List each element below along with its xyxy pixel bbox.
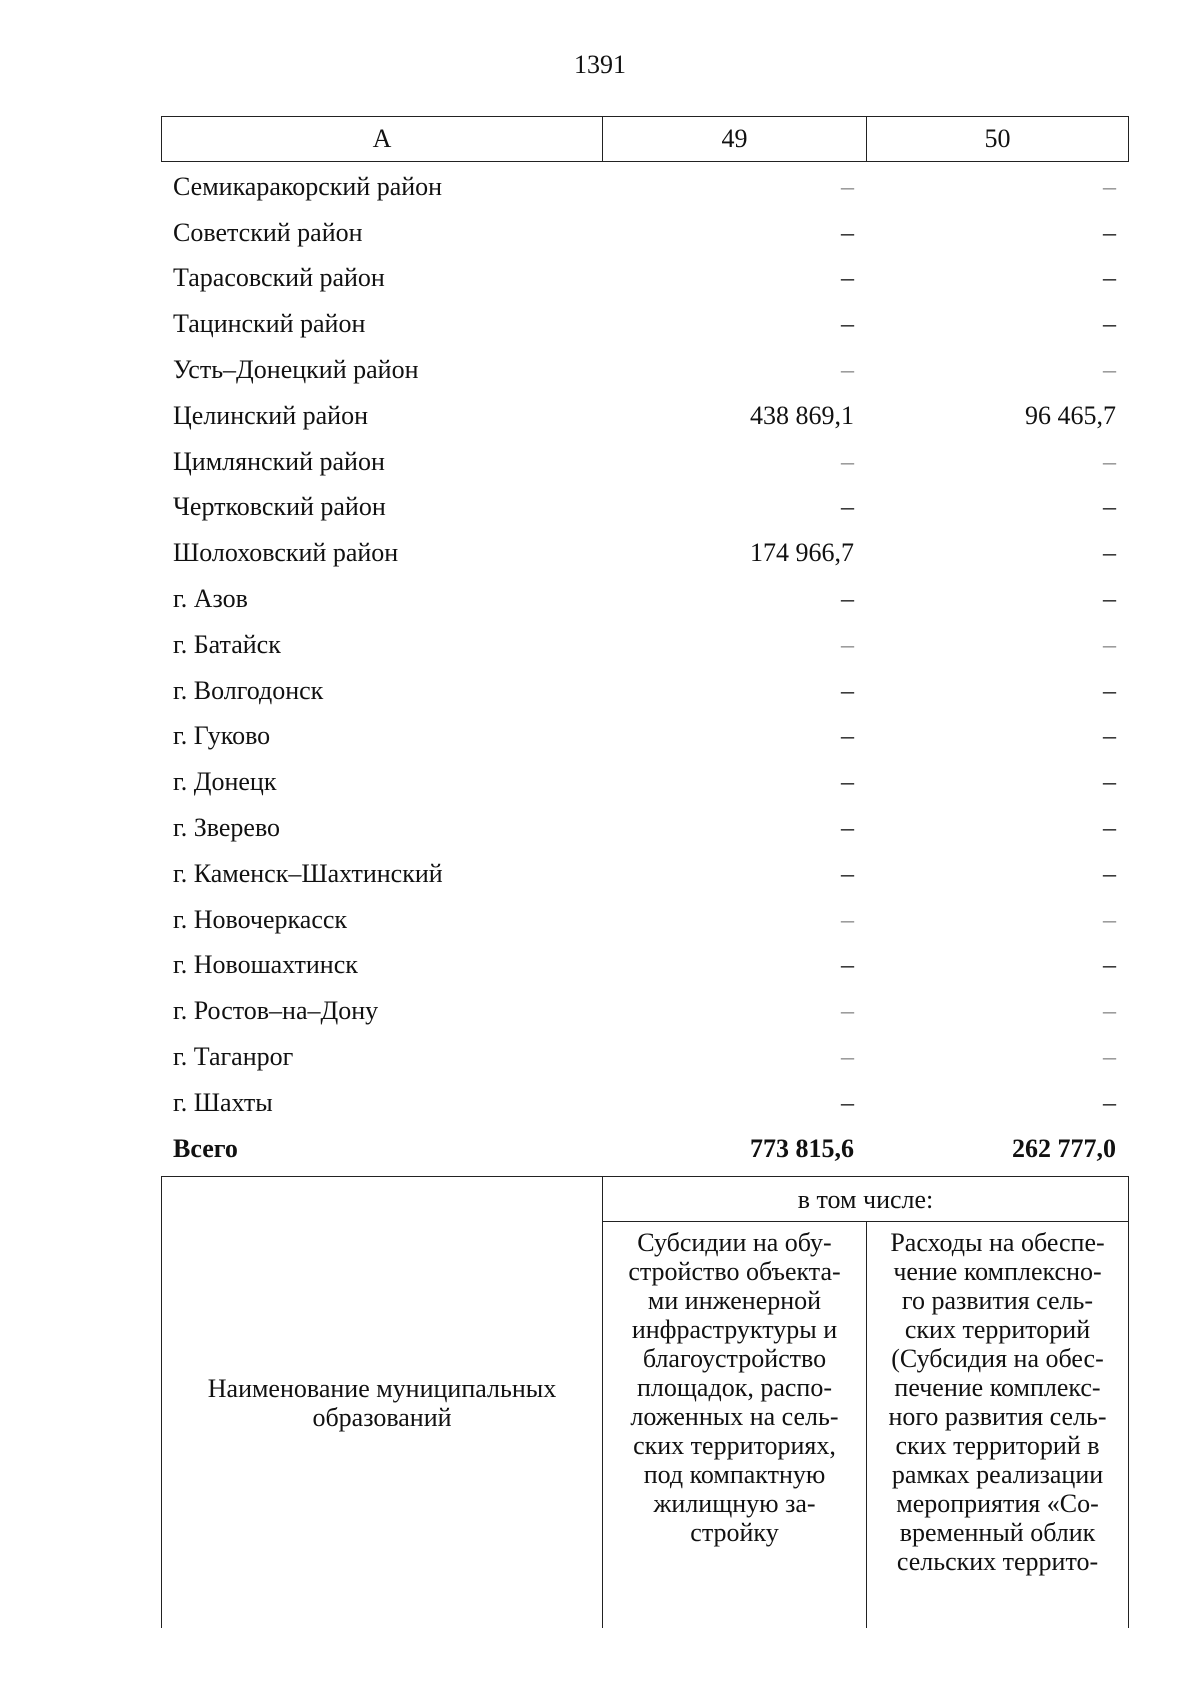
table-row [161, 1080, 1128, 1126]
value-col-49: 174 966,7 [750, 538, 854, 568]
table-row [161, 439, 1128, 485]
value-col-50: – [1103, 584, 1116, 614]
subheader-name-cell [162, 1177, 603, 1629]
table-row [161, 301, 1128, 347]
value-col-49: 438 869,1 [750, 400, 854, 430]
data-rows [161, 164, 1128, 1172]
municipality-name: г. Новошахтинск [173, 950, 358, 980]
table-row [161, 164, 1128, 210]
subheader-col-49-desc [603, 1222, 867, 1629]
value-col-50: – [1103, 1042, 1116, 1072]
table-row [161, 897, 1128, 943]
value-col-50: – [1103, 1087, 1116, 1117]
municipality-name: Чертковский район [173, 492, 386, 522]
municipality-name: Усть–Донецкий район [173, 355, 419, 385]
table-row [161, 943, 1128, 989]
value-col-50: 96 465,7 [1025, 400, 1116, 430]
subheader-row-top [162, 1177, 1129, 1222]
column-header-a: А [162, 117, 603, 162]
municipality-name: г. Азов [173, 584, 248, 614]
value-col-50: – [1103, 675, 1116, 705]
municipality-name: г. Зверево [173, 813, 281, 843]
value-col-50: – [1103, 813, 1116, 843]
value-col-50: – [1103, 355, 1116, 385]
value-col-49: – [841, 813, 854, 843]
value-col-50: – [1103, 263, 1116, 293]
page-number: 1391 [574, 50, 626, 79]
value-col-50: – [1103, 904, 1116, 934]
municipality-name: Целинский район [173, 400, 368, 430]
value-col-49: – [841, 217, 854, 247]
value-col-49: – [841, 858, 854, 888]
column-header-49: 49 [603, 117, 867, 162]
subheader-col-50-desc-text: Расходы на обеспе- чение комплексно- го развития сель- ских территорий (Субсидия на обес- печение комплекс- ного развития сель- ских территорий в рамках реализации мероприятия «Со- временный облик сельских террито- [888, 1228, 1107, 1576]
table-row [161, 210, 1128, 256]
column-header-50: 50 [867, 117, 1129, 162]
table-row [161, 668, 1128, 714]
subheader-including-label: в том числе: [603, 1177, 1129, 1222]
municipality-name: г. Батайск [173, 629, 281, 659]
table-row [161, 851, 1128, 897]
subheader-name-label: Наименование муниципальных образований [207, 1373, 557, 1432]
municipality-name: г. Донецк [173, 767, 277, 797]
value-col-50: – [1103, 309, 1116, 339]
municipality-name: Цимлянский район [173, 446, 385, 476]
table-row [161, 714, 1128, 760]
value-col-50: – [1103, 721, 1116, 751]
value-col-49: – [841, 446, 854, 476]
value-col-50: – [1103, 996, 1116, 1026]
value-col-50: – [1103, 538, 1116, 568]
value-col-49: – [841, 950, 854, 980]
table-row [161, 988, 1128, 1034]
municipality-name: Тарасовский район [173, 263, 385, 293]
value-col-50: – [1103, 217, 1116, 247]
value-col-49: – [841, 584, 854, 614]
value-col-49: – [841, 355, 854, 385]
value-col-49: – [841, 675, 854, 705]
value-col-49: – [841, 1042, 854, 1072]
total-row [161, 1126, 1128, 1172]
value-col-49: – [841, 263, 854, 293]
value-col-49: – [841, 309, 854, 339]
municipality-name: Советский район [173, 217, 363, 247]
value-col-50: – [1103, 629, 1116, 659]
table-row [161, 256, 1128, 302]
municipality-name: г. Гуково [173, 721, 271, 751]
column-header-table [161, 116, 1129, 162]
municipality-name: г. Волгодонск [173, 675, 324, 705]
municipality-name: г. Таганрог [173, 1042, 294, 1072]
value-col-49: – [841, 629, 854, 659]
table-row [161, 530, 1128, 576]
municipality-name: Семикаракорский район [173, 171, 443, 201]
municipality-name: г. Ростов–на–Дону [173, 996, 379, 1026]
value-col-50: – [1103, 767, 1116, 797]
value-col-49: – [841, 171, 854, 201]
value-col-50: – [1103, 950, 1116, 980]
municipality-name: г. Новочеркасск [173, 904, 348, 934]
value-col-49: – [841, 1087, 854, 1117]
total-value-50: 262 777,0 [1012, 1133, 1116, 1163]
table-row [161, 393, 1128, 439]
value-col-50: – [1103, 446, 1116, 476]
value-col-50: – [1103, 492, 1116, 522]
table-row [161, 805, 1128, 851]
table-row [161, 347, 1128, 393]
total-label: Всего [173, 1133, 238, 1163]
table-row [161, 576, 1128, 622]
value-col-49: – [841, 492, 854, 522]
value-col-49: – [841, 904, 854, 934]
value-col-49: – [841, 721, 854, 751]
municipality-name: Тацинский район [173, 309, 366, 339]
table-row [161, 759, 1128, 805]
column-header-row [162, 117, 1129, 162]
value-col-50: – [1103, 171, 1116, 201]
value-col-49: – [841, 767, 854, 797]
municipality-name: г. Шахты [173, 1087, 273, 1117]
table-row [161, 485, 1128, 531]
value-col-50: – [1103, 858, 1116, 888]
municipality-name: Шолоховский район [173, 538, 399, 568]
table-row [161, 622, 1128, 668]
total-value-49: 773 815,6 [750, 1133, 854, 1163]
municipality-name: г. Каменск–Шахтинский [173, 858, 443, 888]
value-col-49: – [841, 996, 854, 1026]
table-row [161, 1034, 1128, 1080]
subheader-col-50-desc [867, 1222, 1129, 1629]
subheader-table [161, 1176, 1129, 1628]
subheader-col-49-desc-text: Субсидии на обу- стройство объекта- ми инженерной инфраструктуры и благоустройство площадок, распо- ложенных на сель- ских территориях, под компактную жилищную за- стройку [628, 1228, 841, 1547]
